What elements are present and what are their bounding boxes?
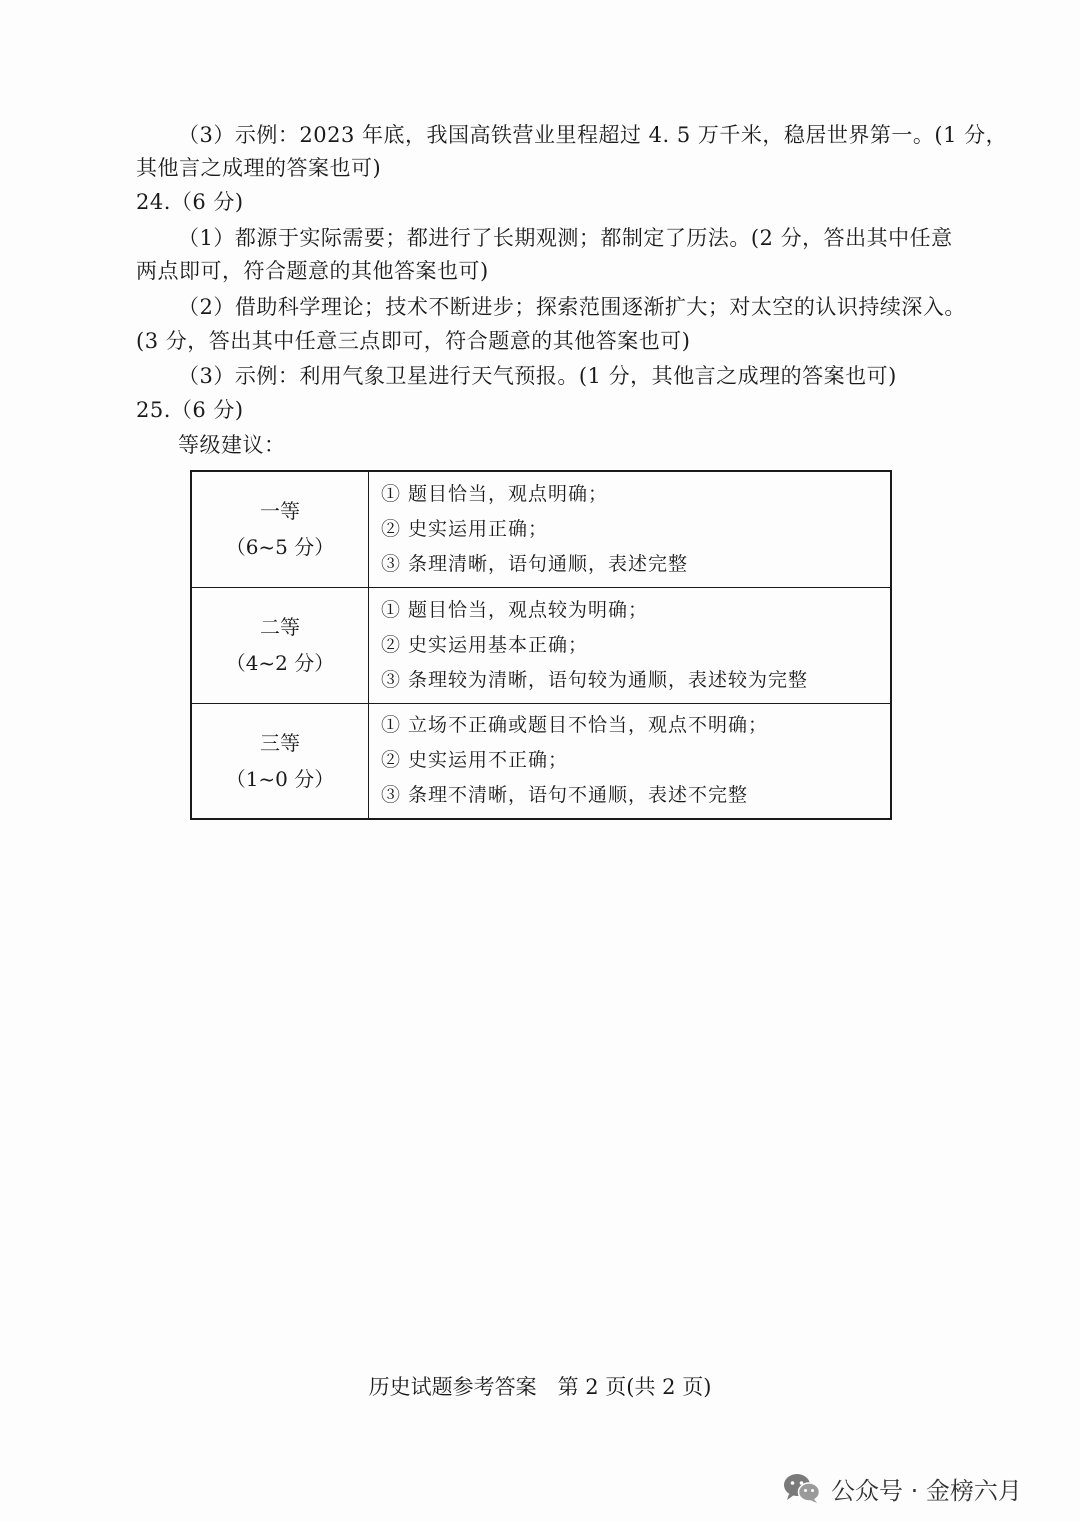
q24-part1-line1: （1）都源于实际需要；都进行了长期观测；都制定了历法。(2 分，答出其中任意: [178, 226, 953, 250]
criteria-cell: [369, 471, 892, 587]
watermark-text: 公众号 · 金榜六月: [831, 1476, 1022, 1505]
q24-part2-line2: (3 分，答出其中任意三点即可，符合题意的其他答案也可): [136, 329, 691, 353]
watermark: [783, 1468, 1022, 1508]
criterion: ② 史实运用基本正确；: [381, 633, 589, 656]
criterion: ③ 条理不清晰，语句不通顺，表述不完整: [381, 784, 749, 807]
criterion: ② 史实运用不正确；: [381, 749, 569, 772]
criterion: ③ 条理清晰，语句通顺，表述完整: [381, 552, 689, 575]
q25-grade-suggestion-label: 等级建议：: [178, 433, 286, 457]
q24-part2-line1: （2）借助科学理论；技术不断进步；探索范围逐渐扩大；对太空的认识持续深入。: [178, 295, 966, 319]
grade-range: （6~5 分）: [225, 535, 335, 560]
grade-range: （1~0 分）: [225, 766, 335, 791]
criterion: ① 题目恰当，观点明确；: [381, 482, 609, 505]
grade-name: 三等: [260, 730, 300, 755]
wechat-icon: [783, 1472, 821, 1504]
criterion: ① 题目恰当，观点较为明确；: [381, 598, 649, 621]
q23-part3-line1: （3）示例：2023 年底，我国高铁营业里程超过 4. 5 万千米，稳居世界第一。(1 分，: [178, 123, 1008, 147]
q25-heading: 25.（6 分): [136, 398, 244, 422]
grade-cell: [191, 587, 369, 703]
table-row: [191, 703, 891, 819]
criterion: ① 立场不正确或题目不恰当，观点不明确；: [381, 714, 769, 737]
criterion: ② 史实运用正确；: [381, 517, 549, 540]
grade-table: [190, 470, 892, 820]
grade-name: 二等: [260, 615, 300, 639]
grade-cell: [191, 703, 369, 819]
table-row: [191, 471, 891, 587]
q23-part3-line2: 其他言之成理的答案也可): [136, 156, 382, 180]
page-footer: 历史试题参考答案 第 2 页(共 2 页): [368, 1375, 712, 1399]
criteria-cell: [369, 587, 892, 703]
grade-name: 一等: [260, 499, 300, 524]
criterion: ③ 条理较为清晰，语句较为通顺，表述较为完整: [381, 668, 809, 691]
grade-cell: [191, 471, 369, 587]
q24-part1-line2: 两点即可，符合题意的其他答案也可): [136, 259, 489, 283]
q24-part3: （3）示例：利用气象卫星进行天气预报。(1 分，其他言之成理的答案也可): [178, 364, 897, 388]
q24-heading: 24.（6 分): [136, 190, 244, 214]
grade-range: （4~2 分）: [225, 651, 335, 675]
table-row: [191, 587, 891, 703]
criteria-cell: [369, 703, 892, 819]
